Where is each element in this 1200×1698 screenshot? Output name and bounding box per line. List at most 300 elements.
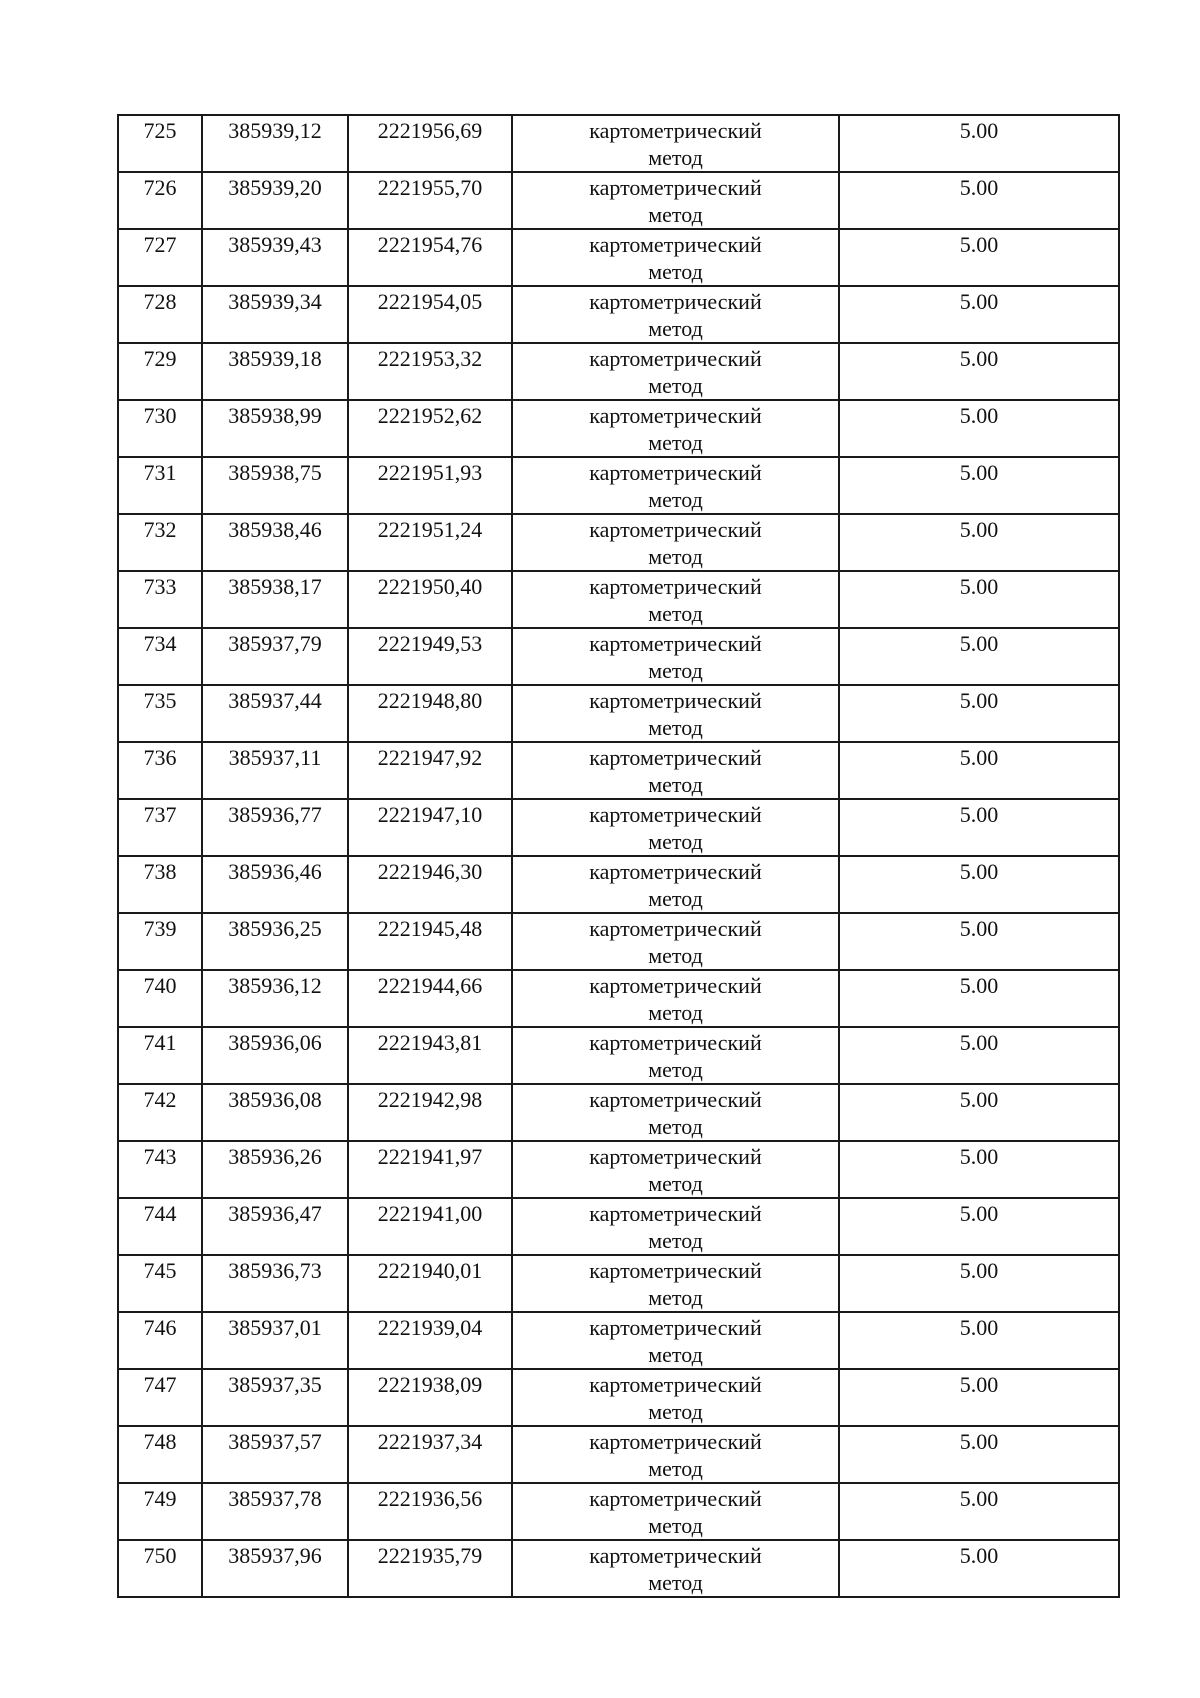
accuracy-cell-text: 5.00 [959,745,999,770]
table-row [118,1084,1119,1141]
method-line1-text: картометрический [589,1030,762,1055]
method-line2-text: метод [648,658,703,683]
method-line2-text: метод [648,715,703,740]
y-coordinate-cell-text: 2221951,24 [377,517,483,542]
table-row [118,400,1119,457]
y-coordinate-cell [348,970,512,1027]
table-row [118,1027,1119,1084]
method-line1-text: картометрический [589,232,762,257]
point-number-cell-text: 731 [143,460,177,485]
x-coordinate-cell-text: 385937,57 [228,1429,322,1454]
method-line2-text: метод [648,1000,703,1025]
method-line1-text: картометрический [589,688,762,713]
accuracy-cell [839,1369,1119,1426]
accuracy-cell-text: 5.00 [959,973,999,998]
y-coordinate-cell-text: 2221938,09 [377,1372,483,1397]
accuracy-cell [839,628,1119,685]
point-number-cell [118,1084,202,1141]
method-line1-text: картометрический [589,1315,762,1340]
method-line2-text: метод [648,1171,703,1196]
method-line2-text: метод [648,259,703,284]
x-coordinate-cell [202,856,348,913]
method-line2-text: метод [648,772,703,797]
table-row [118,1312,1119,1369]
method-cell [512,1369,839,1426]
method-line2-text: метод [648,1114,703,1139]
table-row [118,799,1119,856]
accuracy-cell-text: 5.00 [959,1087,999,1112]
accuracy-cell [839,115,1119,172]
method-line2-text: метод [648,430,703,455]
y-coordinate-cell-text: 2221937,34 [377,1429,483,1454]
x-coordinate-cell [202,457,348,514]
accuracy-cell [839,913,1119,970]
y-coordinate-cell-text: 2221940,01 [377,1258,483,1283]
point-number-cell-text: 743 [143,1144,177,1169]
method-line2-text: метод [648,373,703,398]
method-line2-text: метод [648,1057,703,1082]
accuracy-cell-text: 5.00 [959,916,999,941]
point-number-cell-text: 745 [143,1258,177,1283]
x-coordinate-cell [202,514,348,571]
x-coordinate-cell-text: 385937,44 [228,688,322,713]
point-number-cell [118,628,202,685]
accuracy-cell [839,1483,1119,1540]
table-row [118,970,1119,1027]
y-coordinate-cell [348,172,512,229]
x-coordinate-cell [202,172,348,229]
accuracy-cell [839,1027,1119,1084]
x-coordinate-cell [202,1540,348,1597]
method-cell [512,229,839,286]
point-number-cell-text: 739 [143,916,177,941]
method-line1-text: картометрический [589,1429,762,1454]
point-number-cell-text: 748 [143,1429,177,1454]
y-coordinate-cell [348,457,512,514]
accuracy-cell [839,514,1119,571]
x-coordinate-cell [202,1141,348,1198]
accuracy-cell-text: 5.00 [959,232,999,257]
point-number-cell-text: 728 [143,289,177,314]
method-cell [512,514,839,571]
y-coordinate-cell [348,400,512,457]
method-cell [512,457,839,514]
method-cell [512,628,839,685]
table-row [118,115,1119,172]
accuracy-cell [839,1426,1119,1483]
y-coordinate-cell [348,1141,512,1198]
method-line2-text: метод [648,1570,703,1595]
table-row [118,1198,1119,1255]
method-cell [512,400,839,457]
point-number-cell-text: 738 [143,859,177,884]
y-coordinate-cell [348,1084,512,1141]
x-coordinate-cell-text: 385936,25 [228,916,322,941]
point-number-cell [118,742,202,799]
method-line2-text: метод [648,1228,703,1253]
y-coordinate-cell-text: 2221936,56 [377,1486,483,1511]
x-coordinate-cell [202,1198,348,1255]
point-number-cell [118,1255,202,1312]
y-coordinate-cell-text: 2221948,80 [377,688,483,713]
point-number-cell [118,856,202,913]
table-row [118,1483,1119,1540]
accuracy-cell-text: 5.00 [959,802,999,827]
accuracy-cell-text: 5.00 [959,346,999,371]
method-cell [512,115,839,172]
table-row [118,286,1119,343]
x-coordinate-cell [202,1312,348,1369]
point-number-cell-text: 729 [143,346,177,371]
point-number-cell [118,286,202,343]
point-number-cell-text: 726 [143,175,177,200]
table-row [118,514,1119,571]
method-line1-text: картометрический [589,1486,762,1511]
point-number-cell-text: 733 [143,574,177,599]
x-coordinate-cell [202,742,348,799]
accuracy-cell-text: 5.00 [959,1144,999,1169]
method-cell [512,856,839,913]
y-coordinate-cell-text: 2221956,69 [377,118,483,143]
method-line2-text: метод [648,544,703,569]
y-coordinate-cell [348,799,512,856]
method-cell [512,970,839,1027]
method-line2-text: метод [648,1456,703,1481]
accuracy-cell [839,970,1119,1027]
x-coordinate-cell-text: 385938,99 [228,403,322,428]
y-coordinate-cell-text: 2221943,81 [377,1030,483,1055]
table-row [118,1141,1119,1198]
y-coordinate-cell [348,742,512,799]
x-coordinate-cell [202,400,348,457]
point-number-cell [118,913,202,970]
accuracy-cell [839,229,1119,286]
method-line2-text: метод [648,829,703,854]
table-row [118,1540,1119,1597]
table-row [118,172,1119,229]
y-coordinate-cell-text: 2221939,04 [377,1315,483,1340]
x-coordinate-cell [202,229,348,286]
accuracy-cell [839,1084,1119,1141]
x-coordinate-cell-text: 385937,35 [228,1372,322,1397]
method-line1-text: картометрический [589,175,762,200]
x-coordinate-cell-text: 385936,46 [228,859,322,884]
point-number-cell-text: 746 [143,1315,177,1340]
point-number-cell [118,1369,202,1426]
accuracy-cell-text: 5.00 [959,688,999,713]
x-coordinate-cell [202,571,348,628]
accuracy-cell [839,343,1119,400]
accuracy-cell [839,1198,1119,1255]
point-number-cell [118,1483,202,1540]
point-number-cell [118,1027,202,1084]
method-line2-text: метод [648,886,703,911]
method-line1-text: картометрический [589,1144,762,1169]
y-coordinate-cell [348,856,512,913]
y-coordinate-cell-text: 2221947,92 [377,745,483,770]
y-coordinate-cell-text: 2221951,93 [377,460,483,485]
method-line1-text: картометрический [589,745,762,770]
accuracy-cell-text: 5.00 [959,1315,999,1340]
accuracy-cell [839,571,1119,628]
point-number-cell-text: 740 [143,973,177,998]
y-coordinate-cell-text: 2221944,66 [377,973,483,998]
point-number-cell-text: 732 [143,517,177,542]
method-cell [512,799,839,856]
point-number-cell-text: 749 [143,1486,177,1511]
point-number-cell [118,172,202,229]
accuracy-cell [839,856,1119,913]
x-coordinate-cell-text: 385939,20 [228,175,322,200]
y-coordinate-cell [348,229,512,286]
table-row [118,1255,1119,1312]
x-coordinate-cell-text: 385939,34 [228,289,322,314]
accuracy-cell [839,457,1119,514]
point-number-cell [118,343,202,400]
accuracy-cell-text: 5.00 [959,1258,999,1283]
method-line1-text: картометрический [589,916,762,941]
x-coordinate-cell [202,1369,348,1426]
table-row [118,457,1119,514]
method-line1-text: картометрический [589,517,762,542]
method-line1-text: картометрический [589,118,762,143]
method-line2-text: метод [648,1342,703,1367]
y-coordinate-cell [348,1426,512,1483]
x-coordinate-cell-text: 385936,06 [228,1030,322,1055]
method-cell [512,685,839,742]
point-number-cell [118,685,202,742]
y-coordinate-cell [348,1027,512,1084]
y-coordinate-cell [348,1483,512,1540]
method-line2-text: метод [648,1513,703,1538]
y-coordinate-cell-text: 2221954,76 [377,232,483,257]
point-number-cell [118,400,202,457]
y-coordinate-cell [348,1312,512,1369]
y-coordinate-cell-text: 2221953,32 [377,346,483,371]
x-coordinate-cell [202,799,348,856]
y-coordinate-cell-text: 2221941,97 [377,1144,483,1169]
x-coordinate-cell [202,970,348,1027]
y-coordinate-cell-text: 2221945,48 [377,916,483,941]
x-coordinate-cell-text: 385936,26 [228,1144,322,1169]
method-line1-text: картометрический [589,1372,762,1397]
method-cell [512,343,839,400]
accuracy-cell [839,286,1119,343]
accuracy-cell-text: 5.00 [959,403,999,428]
point-number-cell [118,571,202,628]
coordinates-table [117,114,1120,1598]
accuracy-cell [839,742,1119,799]
x-coordinate-cell-text: 385937,96 [228,1543,322,1568]
point-number-cell [118,514,202,571]
x-coordinate-cell-text: 385937,79 [228,631,322,656]
x-coordinate-cell [202,343,348,400]
method-line2-text: метод [648,202,703,227]
method-cell [512,1084,839,1141]
point-number-cell-text: 725 [143,118,177,143]
y-coordinate-cell [348,628,512,685]
method-line2-text: метод [648,1285,703,1310]
point-number-cell [118,229,202,286]
y-coordinate-cell-text: 2221941,00 [377,1201,483,1226]
x-coordinate-cell [202,685,348,742]
x-coordinate-cell [202,913,348,970]
x-coordinate-cell [202,1426,348,1483]
method-line2-text: метод [648,316,703,341]
y-coordinate-cell-text: 2221946,30 [377,859,483,884]
point-number-cell-text: 742 [143,1087,177,1112]
method-line1-text: картометрический [589,346,762,371]
y-coordinate-cell-text: 2221949,53 [377,631,483,656]
method-line2-text: метод [648,145,703,170]
method-line1-text: картометрический [589,973,762,998]
point-number-cell-text: 744 [143,1201,177,1226]
x-coordinate-cell-text: 385936,47 [228,1201,322,1226]
accuracy-cell-text: 5.00 [959,118,999,143]
x-coordinate-cell [202,1255,348,1312]
method-cell [512,286,839,343]
accuracy-cell [839,1141,1119,1198]
method-line2-text: метод [648,601,703,626]
y-coordinate-cell-text: 2221955,70 [377,175,483,200]
point-number-cell-text: 741 [143,1030,177,1055]
accuracy-cell-text: 5.00 [959,1372,999,1397]
accuracy-cell-text: 5.00 [959,1486,999,1511]
y-coordinate-cell-text: 2221950,40 [377,574,483,599]
y-coordinate-cell-text: 2221942,98 [377,1087,483,1112]
point-number-cell [118,1540,202,1597]
method-line1-text: картометрический [589,802,762,827]
table-row [118,229,1119,286]
y-coordinate-cell-text: 2221952,62 [377,403,483,428]
method-cell [512,1426,839,1483]
x-coordinate-cell-text: 385936,73 [228,1258,322,1283]
accuracy-cell-text: 5.00 [959,1030,999,1055]
table-row [118,343,1119,400]
accuracy-cell [839,799,1119,856]
x-coordinate-cell-text: 385937,01 [228,1315,322,1340]
table-row [118,913,1119,970]
y-coordinate-cell-text: 2221954,05 [377,289,483,314]
method-cell [512,1312,839,1369]
method-line2-text: метод [648,943,703,968]
accuracy-cell-text: 5.00 [959,1429,999,1454]
accuracy-cell-text: 5.00 [959,859,999,884]
y-coordinate-cell [348,1540,512,1597]
x-coordinate-cell-text: 385936,12 [228,973,322,998]
accuracy-cell-text: 5.00 [959,1201,999,1226]
point-number-cell-text: 734 [143,631,177,656]
method-cell [512,172,839,229]
y-coordinate-cell [348,286,512,343]
x-coordinate-cell [202,115,348,172]
table-row [118,571,1119,628]
table-row [118,685,1119,742]
point-number-cell-text: 737 [143,802,177,827]
point-number-cell-text: 730 [143,403,177,428]
accuracy-cell [839,1255,1119,1312]
accuracy-cell-text: 5.00 [959,574,999,599]
method-cell [512,1540,839,1597]
method-cell [512,1255,839,1312]
accuracy-cell-text: 5.00 [959,631,999,656]
accuracy-cell [839,685,1119,742]
point-number-cell [118,970,202,1027]
table-row [118,1369,1119,1426]
table-row [118,856,1119,913]
point-number-cell [118,1312,202,1369]
accuracy-cell [839,400,1119,457]
method-line1-text: картометрический [589,460,762,485]
x-coordinate-cell-text: 385938,75 [228,460,322,485]
y-coordinate-cell [348,343,512,400]
method-line1-text: картометрический [589,403,762,428]
table-row [118,742,1119,799]
accuracy-cell [839,1540,1119,1597]
method-line1-text: картометрический [589,631,762,656]
y-coordinate-cell [348,571,512,628]
method-cell [512,571,839,628]
method-line1-text: картометрический [589,1258,762,1283]
x-coordinate-cell-text: 385938,46 [228,517,322,542]
method-cell [512,913,839,970]
point-number-cell [118,1198,202,1255]
method-line1-text: картометрический [589,859,762,884]
method-line1-text: картометрический [589,574,762,599]
y-coordinate-cell [348,115,512,172]
y-coordinate-cell-text: 2221947,10 [377,802,483,827]
x-coordinate-cell [202,286,348,343]
point-number-cell [118,457,202,514]
method-cell [512,1141,839,1198]
point-number-cell [118,115,202,172]
accuracy-cell-text: 5.00 [959,175,999,200]
method-cell [512,1027,839,1084]
point-number-cell-text: 747 [143,1372,177,1397]
coordinates-table-body [118,115,1119,1597]
x-coordinate-cell-text: 385936,77 [228,802,322,827]
point-number-cell-text: 736 [143,745,177,770]
y-coordinate-cell-text: 2221935,79 [377,1543,483,1568]
point-number-cell [118,799,202,856]
point-number-cell-text: 735 [143,688,177,713]
point-number-cell-text: 727 [143,232,177,257]
y-coordinate-cell [348,913,512,970]
accuracy-cell-text: 5.00 [959,1543,999,1568]
method-line2-text: метод [648,487,703,512]
x-coordinate-cell [202,1084,348,1141]
x-coordinate-cell-text: 385939,18 [228,346,322,371]
accuracy-cell [839,1312,1119,1369]
point-number-cell-text: 750 [143,1543,177,1568]
point-number-cell [118,1141,202,1198]
y-coordinate-cell [348,1255,512,1312]
accuracy-cell-text: 5.00 [959,289,999,314]
x-coordinate-cell-text: 385937,11 [228,745,322,770]
method-cell [512,742,839,799]
method-line2-text: метод [648,1399,703,1424]
x-coordinate-cell-text: 385936,08 [228,1087,322,1112]
method-line1-text: картометрический [589,1087,762,1112]
y-coordinate-cell [348,1369,512,1426]
table-row [118,628,1119,685]
x-coordinate-cell [202,628,348,685]
y-coordinate-cell [348,1198,512,1255]
x-coordinate-cell-text: 385939,43 [228,232,322,257]
method-line1-text: картометрический [589,289,762,314]
x-coordinate-cell-text: 385937,78 [228,1486,322,1511]
x-coordinate-cell-text: 385938,17 [228,574,322,599]
